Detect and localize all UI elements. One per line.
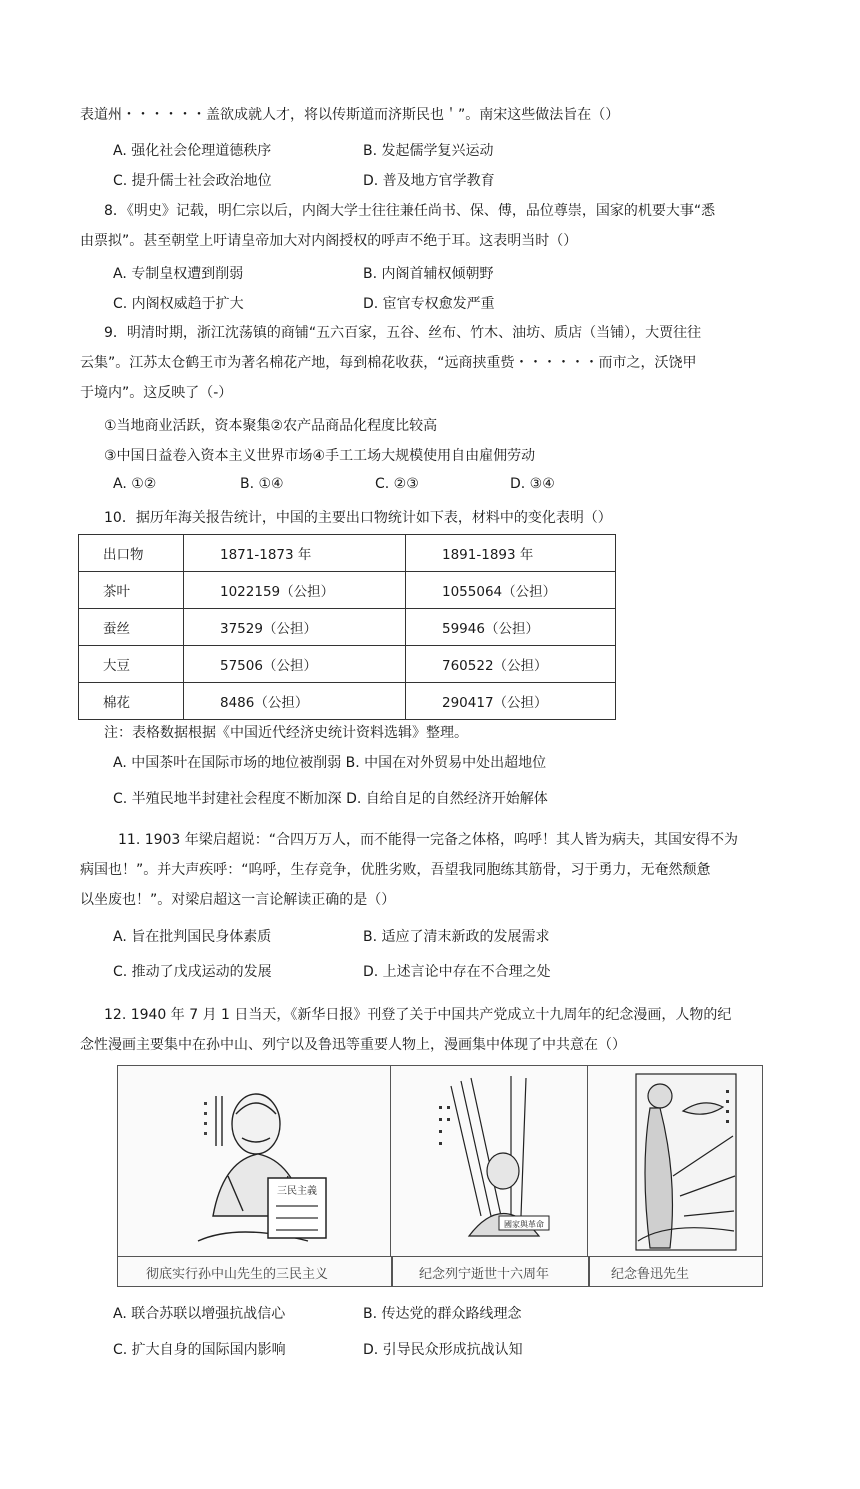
caption-divider [391,1257,393,1287]
table-cell: 37529（公担） [184,609,406,646]
q8-option-a: A. 专制皇权遭到削弱 [113,266,244,282]
q8-stem-line1: 8．《明史》记载，明仁宗以后，内阁大学士往往兼任尚书、保、傅，品位尊崇，国家的机要大事“悉 [104,203,716,219]
cartoon-caption-sun-yatsen: 彻底实行孙中山先生的三民主义 [146,1267,329,1282]
q10-options-line1: A. 中国茶叶在国际市场的地位被削弱 B. 中国在对外贸易中处出超地位 [113,755,547,771]
table-header-cell: 1871-1873 年 [184,535,406,572]
q11-option-c: C. 推动了戊戌运动的发展 [113,964,272,980]
cartoon-panel-sun-yatsen [118,1066,391,1256]
q10-options-line2: C. 半殖民地半封建社会程度不断加深 D. 自给自足的自然经济开始解体 [113,791,548,807]
table-cell: 大豆 [79,646,184,683]
table-cell: 57506（公担） [184,646,406,683]
cartoon-caption-bar [118,1256,762,1286]
export-table [78,534,616,720]
table-cell: 760522（公担） [406,646,616,683]
lenin-illustration [391,1066,588,1256]
q7-option-d: D. 普及地方官学教育 [363,173,495,189]
q7-option-c: C. 提升儒士社会政治地位 [113,173,272,189]
table-row [79,572,616,609]
q9-items-line1: ①当地商业活跃，资本聚集②农产品商品化程度比较高 [104,418,438,434]
table-cell: 1055064（公担） [406,572,616,609]
q12-stem-line2: 念性漫画主要集中在孙中山、列宁以及鲁迅等重要人物上，漫画集中体现了中共意在（） [80,1037,626,1053]
q10-stem: 10．据历年海关报告统计，中国的主要出口物统计如下表，材料中的变化表明（） [104,510,612,526]
q8-option-d: D. 宦官专权愈发严重 [363,296,495,312]
q8-stem-line2: 由票拟”。甚至朝堂上吁请皇帝加大对内阁授权的呼声不绝于耳。这表明当时（） [80,233,578,249]
caption-divider [588,1257,590,1287]
cartoon-caption-lenin: 纪念列宁逝世十六周年 [419,1267,550,1282]
q9-option-a: A. ①② [113,476,157,492]
q7-stem: 表道州・・・・・・盖欲成就人才，将以传斯道而济斯民也＇”。南宋这些做法旨在（） [80,107,620,123]
table-header-row [79,535,616,572]
table-cell: 茶叶 [79,572,184,609]
q8-option-c: C. 内阁权威趋于扩大 [113,296,244,312]
table-row [79,683,616,720]
q12-option-b: B. 传达党的群众路线理念 [363,1306,522,1322]
cartoon-panel-luxun [588,1066,764,1256]
q12-stem-line1: 12. 1940 年 7 月 1 日当天，《新华日报》刊登了关于中国共产党成立十九周年的纪念漫画，人物的纪 [104,1007,732,1023]
cartoon-figure [117,1065,763,1287]
table-cell: 蚕丝 [79,609,184,646]
q11-stem-line1: 11. 1903 年梁启超说：“合四万万人，而不能得一完备之体格，呜呼！其人皆为病夫，其国安得不为 [118,832,739,848]
q8-option-b: B. 内阁首辅权倾朝野 [363,266,494,282]
panel1-sign-text: 三民主義 [277,1186,317,1197]
q11-option-b: B. 适应了清末新政的发展需求 [363,929,550,945]
table-row [79,646,616,683]
cartoon-caption-luxun: 纪念鲁迅先生 [611,1267,690,1282]
q9-option-d: D. ③④ [510,476,555,492]
q11-stem-line3: 以坐废也！”。对梁启超这一言论解读正确的是（） [80,892,396,908]
q10-note: 注：表格数据根据《中国近代经济史统计资料选辑》整理。 [104,725,468,741]
q7-option-b: B. 发起儒学复兴运动 [363,143,494,159]
q11-stem-line2: 病国也！”。并大声疾呼：“呜呼，生存竞争，优胜劣败，吾望我同胞练其筋骨，习于勇力，无奄然颓惫 [80,862,711,878]
table-cell: 1022159（公担） [184,572,406,609]
q12-option-a: A. 联合苏联以增强抗战信心 [113,1306,286,1322]
panel2-book-text: 國家與革命 [504,1220,544,1229]
q9-stem-line1: 9．明清时期，浙江沈荡镇的商铺“五六百家，五谷、丝布、竹木、油坊、质店（当铺），大贾往往 [104,325,702,341]
q11-option-a: A. 旨在批判国民身体素质 [113,929,272,945]
cartoon-panel-lenin [391,1066,588,1256]
luxun-illustration [588,1066,764,1256]
q9-option-b: B. ①④ [240,476,284,492]
table-row [79,609,616,646]
table-header-cell: 出口物 [79,535,184,572]
q9-items-line2: ③中国日益卷入资本主义世界市场④手工工场大规模使用自由雇佣劳动 [104,448,536,464]
sun-yatsen-illustration [118,1066,391,1256]
table-header-cell: 1891-1893 年 [406,535,616,572]
q9-stem-line2: 云集”。江苏太仓鹤王市为著名棉花产地，每到棉花收获，“远商挟重赀・・・・・・而市之，沃饶甲 [80,355,697,371]
table-cell: 290417（公担） [406,683,616,720]
q9-stem-line3: 于境内”。这反映了（-） [80,385,233,401]
q12-option-c: C. 扩大自身的国际国内影响 [113,1342,286,1358]
q7-option-a: A. 强化社会伦理道德秩序 [113,143,272,159]
q11-option-d: D. 上述言论中存在不合理之处 [363,964,551,980]
table-cell: 8486（公担） [184,683,406,720]
q12-option-d: D. 引导民众形成抗战认知 [363,1342,523,1358]
table-cell: 59946（公担） [406,609,616,646]
table-cell: 棉花 [79,683,184,720]
q9-option-c: C. ②③ [375,476,419,492]
